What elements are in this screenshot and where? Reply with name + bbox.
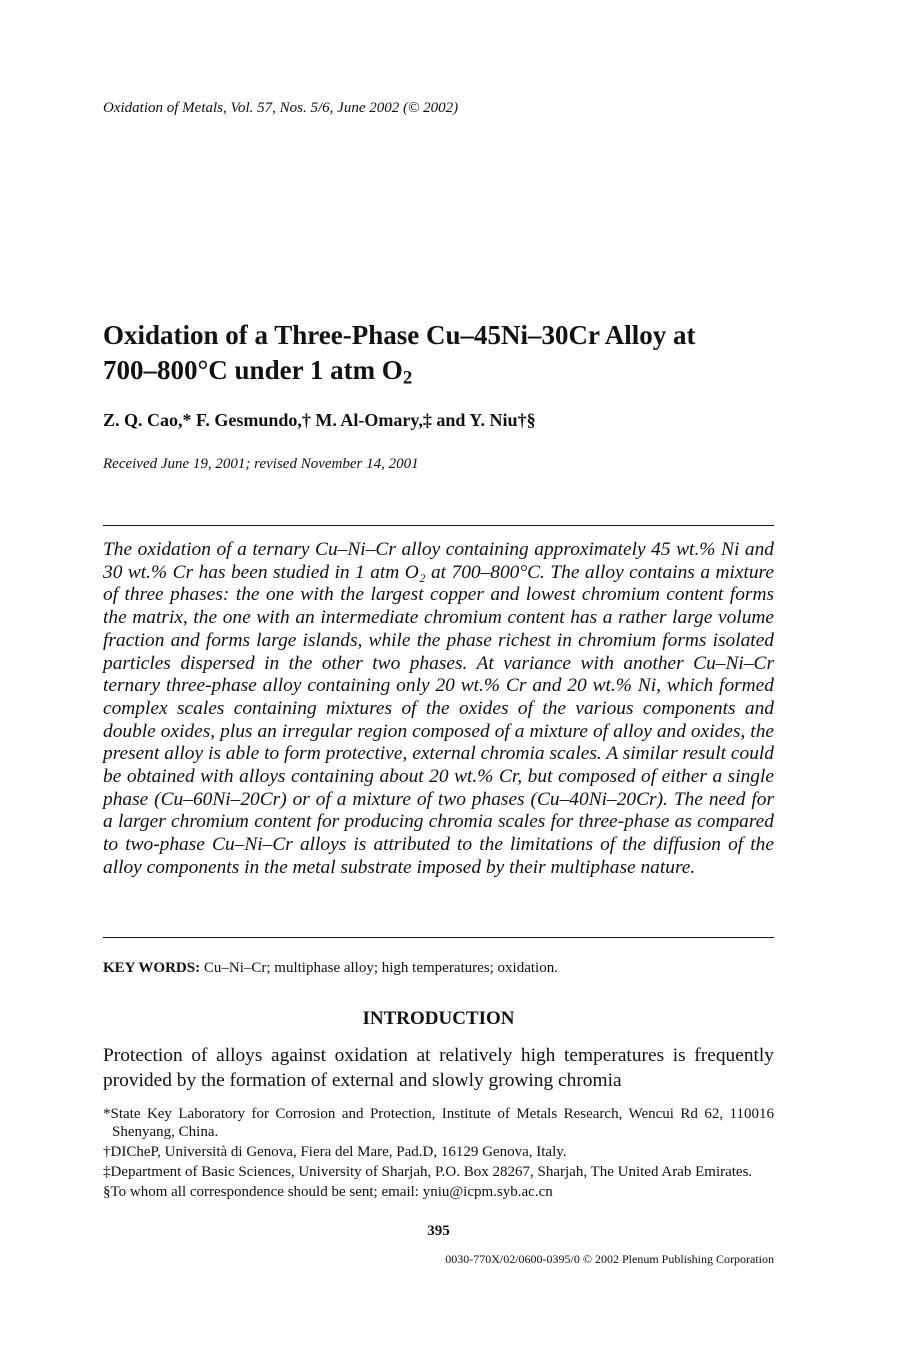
copyright-line: 0030-770X/02/0600-0395/0 © 2002 Plenum Publishing Corporation: [445, 1252, 774, 1266]
footnote-affiliation-2: †DICheP, Università di Genova, Fiera del Mare, Pad.D, 16129 Genova, Italy.: [103, 1144, 567, 1160]
footnote-correspondence: §To whom all correspondence should be sent; email: yniu@icpm.syb.ac.cn: [103, 1184, 553, 1200]
title-line-1: Oxidation of a Three-Phase Cu–45Ni–30Cr Alloy at: [103, 320, 696, 350]
keywords-label: KEY WORDS:: [103, 960, 201, 976]
keywords: [103, 960, 558, 977]
received-dates: Received June 19, 2001; revised November 14, 2001: [103, 456, 419, 472]
keywords-text: Cu–Ni–Cr; multiphase alloy; high temperatures; oxidation.: [200, 960, 558, 976]
abstract-text: The oxidation of a ternary Cu–Ni–Cr alloy containing approximately 45 wt.% Ni and 30 wt.% Cr has been studied in 1 atm O₂ at 700–800°C. The alloy contains a mixture of three phases: the one with the largest copper and lowest chromium content forms the matrix, the one with an intermediate chromium content has a rather large volume fraction and forms large islands, while the phase richest in chromium forms isolated particles dispersed in the other two phases. At variance with another Cu–Ni–Cr ternary three-phase alloy containing only 20 wt.% Cr and 20 wt.% Ni, which formed complex scales containing mixtures of the oxides of the various components and double oxides, plus an irregular region composed of a mixture of alloy and oxides, the present alloy is able to form protective, external chromia scales. A similar result could be obtained with alloys containing about 20 wt.% Cr, but composed of either a single phase (Cu–60Ni–20Cr) or of a mixture of two phases (Cu–40Ni–20Cr). The need for a larger chromium content for producing chromia scales for three-phase as compared to two-phase Cu–Ni–Cr alloys is attributed to the limitations of the diffusion of the alloy components in the metal substrate imposed by their multiphase nature.: [103, 539, 774, 878]
section-heading-introduction: INTRODUCTION: [362, 1008, 515, 1029]
author-list: Z. Q. Cao,* F. Gesmundo,† M. Al-Omary,‡ and Y. Niu†§: [103, 410, 536, 430]
introduction-text: Protection of alloys against oxidation at relatively high temperatures is frequently provided by the formation of external and slowly growing chromia: [103, 1045, 774, 1091]
abstract-bottom-rule: [103, 937, 774, 938]
title-subscript: 2: [402, 367, 413, 389]
page-number: 395: [427, 1223, 450, 1239]
footnotes: [103, 1105, 774, 1203]
abstract-top-rule: [103, 525, 774, 526]
running-head: Oxidation of Metals, Vol. 57, Nos. 5/6, June 2002 (© 2002): [103, 100, 459, 116]
footnote-affiliation-1: *State Key Laboratory for Corrosion and Protection, Institute of Metals Research, Wencui Rd 62, 110016 Shenyang, China.: [103, 1106, 774, 1140]
footnote-affiliation-3: ‡Department of Basic Sciences, University of Sharjah, P.O. Box 28267, Sharjah, The United Arab Emirates.: [103, 1164, 753, 1180]
title-line-2: 700–800°C under 1 atm O: [103, 355, 403, 385]
article-title: [103, 318, 774, 396]
